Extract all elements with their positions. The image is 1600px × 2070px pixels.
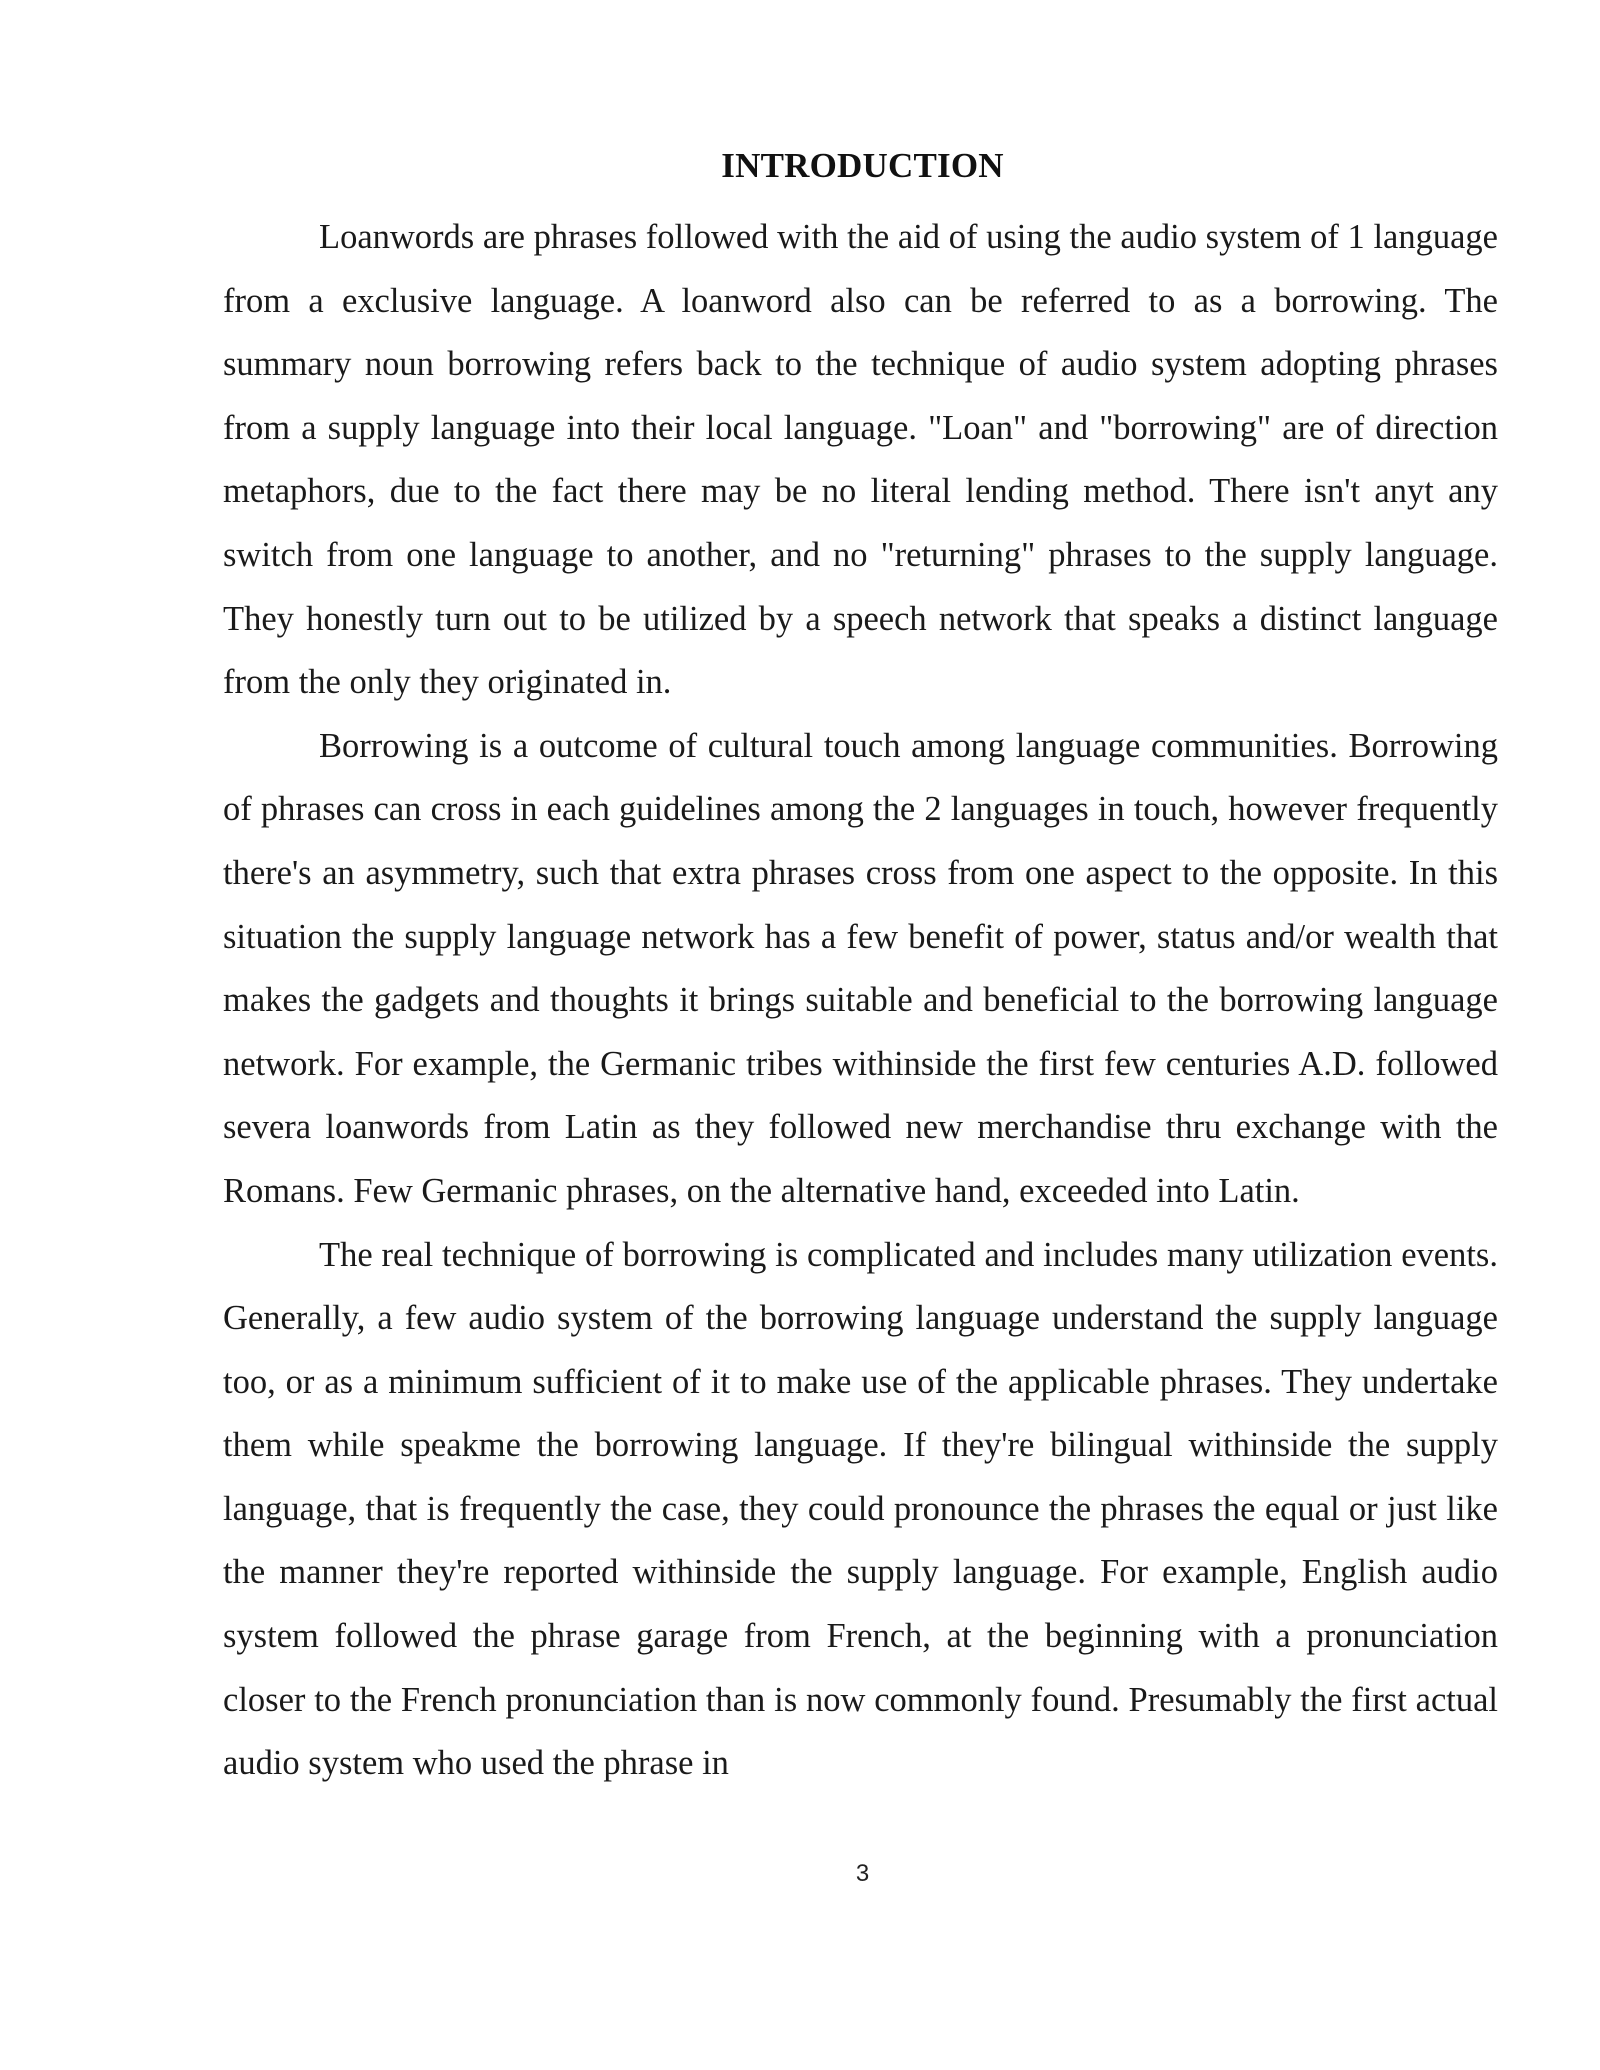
page-number: 3 xyxy=(855,1860,870,1887)
paragraph-1: Loanwords are phrases followed with the aid of using the audio system of 1 language from a exclusive language. A loanword also can be referred to as a borrowing. The summary noun borrowing refers back to the technique of audio system adopting phrases from a supply language into their local language. "Loan" and "borrowing" are of direction metaphors, due to the fact there may be no literal lending method. There isn't anyt any switch from one language to another, and no "returning" phrases to the supply language. They honestly turn out to be utilized by a speech network that speaks a distinct language from the only they originated in. xyxy=(223,218,1498,702)
page-title: INTRODUCTION xyxy=(721,146,1004,185)
paragraph-2: Borrowing is a outcome of cultural touch among language communities. Borrowing of phrases can cross in each guidelines among the 2 languages in touch, however frequently there's an asymmetry, such that extra phrases cross from one aspect to the opposite. In this situation the supply language network has a few benefit of power, status and/or wealth that makes the gadgets and thoughts it brings suitable and beneficial to the borrowing language network. For example, the Germanic tribes withinside the first few centuries A.D. followed severa loanwords from Latin as they followed new merchandise thru exchange with the Romans. Few Germanic phrases, on the alternative hand, exceeded into Latin. xyxy=(223,726,1498,1210)
body-text xyxy=(223,206,1498,1796)
paragraph-3: The real technique of borrowing is complicated and includes many utilization events. Generally, a few audio system of the borrowing language understand the supply language too, or as a minimum sufficient of it to make use of the applicable phrases. They undertake them while speakme the borrowing language. If they're bilingual withinside the supply language, that is frequently the case, they could pronounce the phrases the equal or just like the manner they're reported withinside the supply language. For example, English audio system followed the phrase garage from French, at the beginning with a pronunciation closer to the French pronunciation than is now commonly found. Presumably the first actual audio system who used the phrase in xyxy=(223,1235,1498,1783)
